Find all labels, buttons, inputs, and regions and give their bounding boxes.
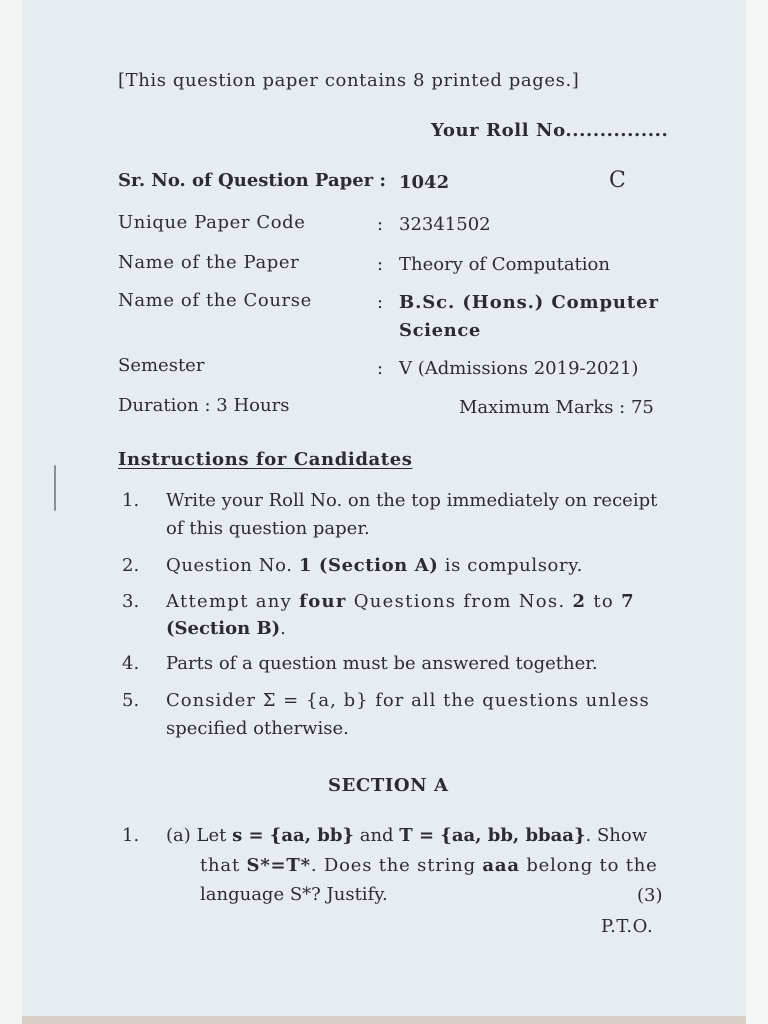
table-surface <box>22 1016 746 1024</box>
instruction-3-line2: (Section B). <box>166 618 286 639</box>
section-a-heading: SECTION A <box>328 775 449 796</box>
unique-paper-code-value: 32341502 <box>399 214 491 235</box>
instruction-number: 2. <box>122 555 140 576</box>
course-name-value-line2: Science <box>399 320 481 341</box>
instruction-3-line1: Attempt any four Questions from Nos. 2 to 7 <box>166 591 635 612</box>
pen-mark <box>54 465 56 511</box>
question-number: 1. <box>122 825 140 846</box>
please-turn-over: P.T.O. <box>601 916 654 937</box>
semester-value: V (Admissions 2019-2021) <box>399 358 639 379</box>
sr-no-label: Sr. No. of Question Paper : <box>118 170 387 191</box>
instruction-2-text: Question No. 1 (Section A) is compulsory. <box>166 555 583 576</box>
instruction-number: 5. <box>122 690 140 711</box>
roll-number-line: Your Roll No............... <box>431 120 669 141</box>
question-marks: (3) <box>637 885 663 906</box>
paper-name-label: Name of the Paper <box>118 252 300 273</box>
sr-no-value: 1042 <box>399 172 450 193</box>
course-name-label: Name of the Course <box>118 290 312 311</box>
colon: : <box>377 358 384 379</box>
paper-set-letter: C <box>609 168 626 193</box>
question-1a-line2: that S*=T*. Does the string aaa belong to the <box>200 855 658 876</box>
instruction-number: 1. <box>122 490 140 511</box>
semester-label: Semester <box>118 355 205 376</box>
instruction-number: 3. <box>122 591 140 612</box>
instruction-5-line1: Consider Σ = {a, b} for all the questions unless <box>166 690 650 711</box>
question-1a-line3: language S*? Justify. <box>200 884 388 905</box>
maximum-marks: Maximum Marks : 75 <box>459 397 654 418</box>
pages-note: [This question paper contains 8 printed pages.] <box>118 70 580 91</box>
instruction-5-line2: specified otherwise. <box>166 718 349 739</box>
unique-paper-code-label: Unique Paper Code <box>118 212 306 233</box>
duration: Duration : 3 Hours <box>118 395 290 416</box>
instruction-4-text: Parts of a question must be answered together. <box>166 653 598 674</box>
instruction-1-line2: of this question paper. <box>166 518 370 539</box>
instruction-number: 4. <box>122 653 140 674</box>
colon: : <box>377 214 384 235</box>
colon: : <box>377 254 384 275</box>
page-background-edge <box>746 0 768 1024</box>
instructions-heading: Instructions for Candidates <box>118 449 413 470</box>
colon: : <box>377 292 384 313</box>
question-1a-line1: (a) Let s = {aa, bb} and T = {aa, bb, bbaa}. Show <box>166 825 648 846</box>
instruction-1-line1: Write your Roll No. on the top immediately on receipt <box>166 490 658 511</box>
course-name-value: B.Sc. (Hons.) Computer <box>399 292 659 313</box>
paper-name-value: Theory of Computation <box>399 254 610 275</box>
